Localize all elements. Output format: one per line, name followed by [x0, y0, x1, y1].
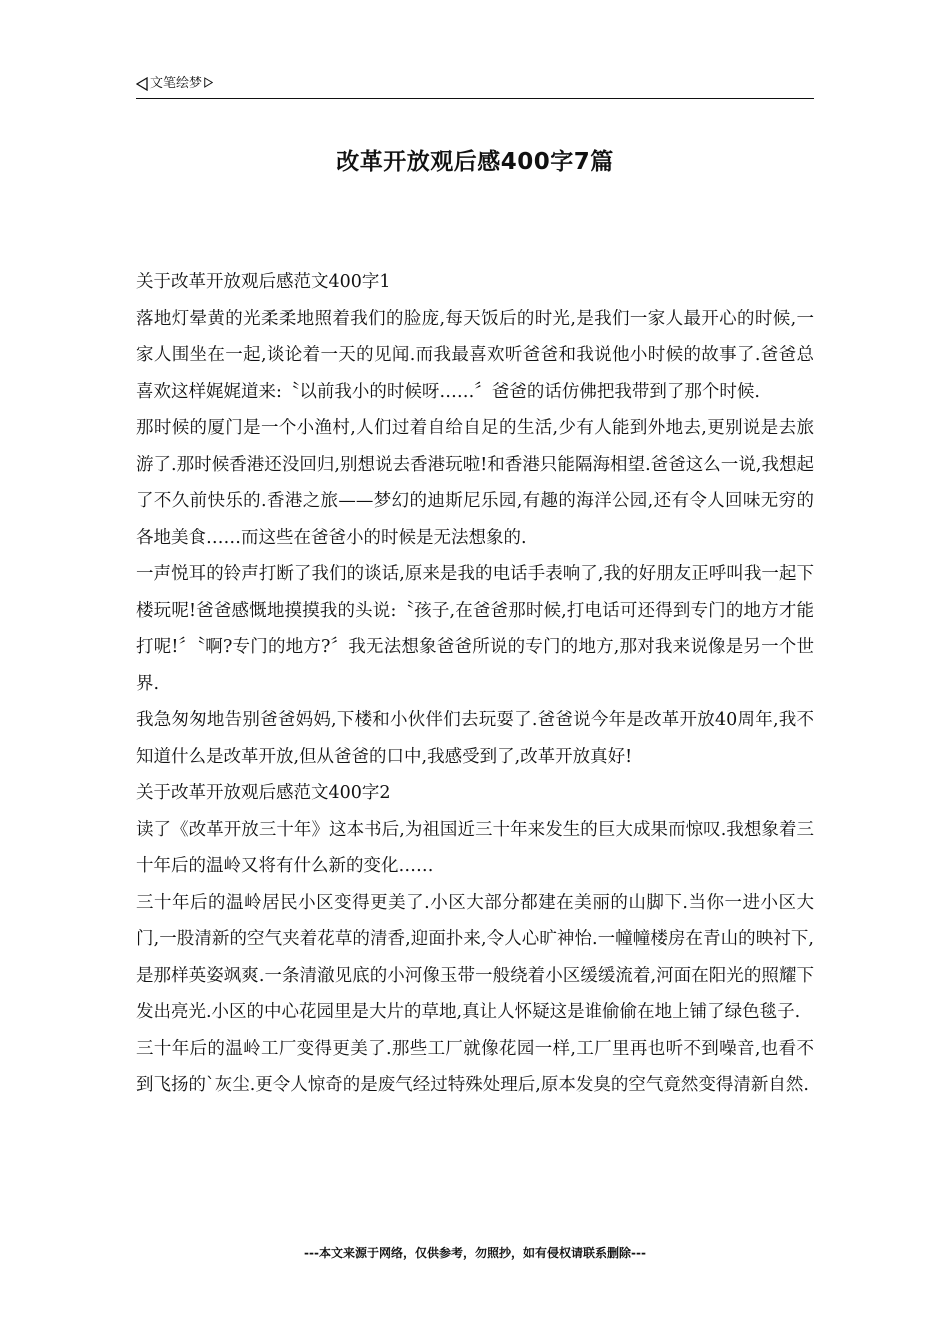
page-footer: ---本文来源于网络，仅供参考，勿照抄，如有侵权请联系删除---: [304, 1246, 646, 1260]
section-heading: 关于改革开放观后感范文400字2: [136, 783, 391, 803]
left-triangle-icon: [136, 77, 148, 91]
brand-name: 文笔绘梦: [150, 76, 203, 91]
paragraph: 落地灯晕黄的光柔柔地照着我们的脸庞,每天饭后的时光,是我们一家人最开心的时候,一家人围坐在一起,谈论着一天的见闻.而我最喜欢听爸爸和我说他小时候的故事了.爸爸总喜欢这样娓娓道来:〝以前我小的时候呀……〞爸爸的话仿佛把我带到了那个时候.: [136, 308, 814, 402]
brand-logo: [136, 76, 213, 92]
right-triangle-icon: [204, 77, 213, 88]
paragraph: 三十年后的温岭居民小区变得更美了.小区大部分都建在美丽的山脚下.当你一进小区大门,一股清新的空气夹着花草的清香,迎面扑来,令人心旷神怡.一幢幢楼房在青山的映衬下,是那样英姿飒爽.一条清澈见底的小河像玉带一般绕着小区缓缓流着,河面在阳光的照耀下发出亮光.小区的中心花园里是大片的草地,真让人怀疑这是谁偷偷在地上铺了绿色毯子.: [136, 892, 814, 1022]
page-header: [136, 74, 814, 99]
document-body: [136, 264, 814, 1104]
section-heading: 关于改革开放观后感范文400字1: [136, 272, 391, 292]
document-title: 改革开放观后感400字7篇: [336, 149, 614, 175]
paragraph: 三十年后的温岭工厂变得更美了.那些工厂就像花园一样,工厂里再也听不到噪音,也看不到飞扬的`灰尘.更令人惊奇的是废气经过特殊处理后,原本发臭的空气竟然变得清新自然.: [136, 1038, 814, 1095]
paragraph: 那时候的厦门是一个小渔村,人们过着自给自足的生活,少有人能到外地去,更别说是去旅游了.那时候香港还没回归,别想说去香港玩啦!和香港只能隔海相望.爸爸这么一说,我想起了不久前快乐的.香港之旅——梦幻的迪斯尼乐园,有趣的海洋公园,还有令人回味无穷的各地美食……而这些在爸爸小的时候是无法想象的.: [136, 418, 814, 548]
paragraph: 一声悦耳的铃声打断了我们的谈话,原来是我的电话手表响了,我的好朋友正呼叫我一起下楼玩呢!爸爸感慨地摸摸我的头说:〝孩子,在爸爸那时候,打电话可还得到专门的地方才能打呢!〞〝啊?专门的地方?〞我无法想象爸爸所说的专门的地方,那对我来说像是另一个世界.: [136, 564, 814, 694]
paragraph: 我急匆匆地告别爸爸妈妈,下楼和小伙伴们去玩耍了.爸爸说今年是改革开放40周年,我不知道什么是改革开放,但从爸爸的口中,我感受到了,改革开放真好!: [136, 710, 814, 767]
paragraph: 读了《改革开放三十年》这本书后,为祖国近三十年来发生的巨大成果而惊叹.我想象着三十年后的温岭又将有什么新的变化……: [136, 819, 814, 876]
